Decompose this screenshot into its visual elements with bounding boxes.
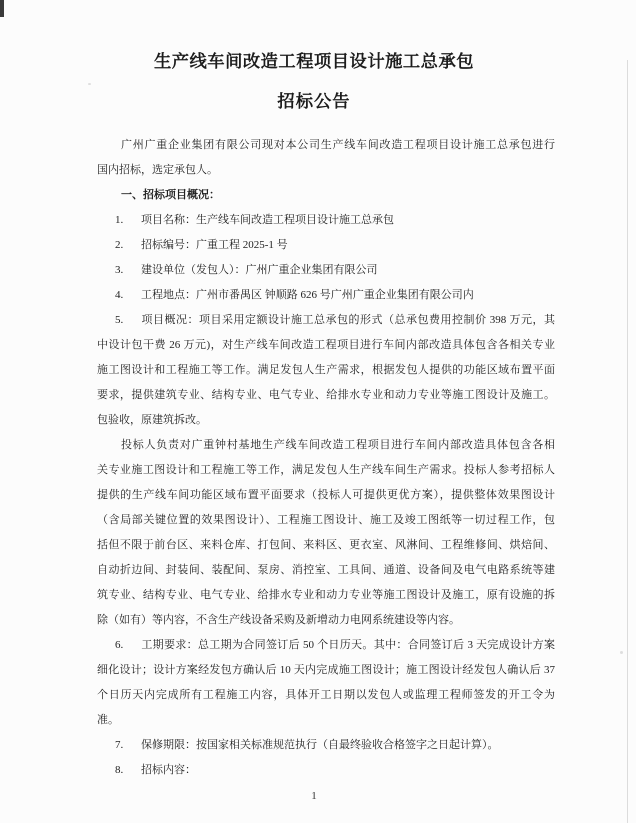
text-line: 投标人负责对广重钟村基地生产线车间改造工程项目进行车间内部改造具体包含各相 [121,439,555,451]
numbered-text-line: 4. 工程地点：广州市番禺区 钟顺路 626 号广州广重企业集团有限公司内 [97,283,555,308]
numbered-text-line: 6. 工期要求：总工期为合同签订后 50 个日历天。其中：合同签订后 3 天完成设计方案 [97,633,555,658]
text-line: 一、招标项目概况： [121,189,220,201]
text-line: 包验收，原建筑拆改。 [97,414,207,426]
text-line: 广州广重企业集团有限公司现对本公司生产线车间改造工程项目设计施工总承包进行 [121,139,555,151]
text-line: 提供的生产线车间功能区域布置平面要求（投标人可提供更优方案），提供整体效果图设计 [97,489,555,501]
document-title: 生产线车间改造工程项目设计施工总承包 [153,52,475,71]
text-line: （含局部关键位置的效果图设计）、工程施工图设计、施工及竣工图纸等一切过程工作，包 [97,514,555,526]
numbered-text-line: 8. 招标内容： [97,758,555,783]
text-line: 国内招标，选定承包人。 [97,164,218,176]
text-line: 中设计包干费 26 万元)，对生产线车间改造工程项目进行车间内部改造具体包含各相关专业 [97,339,555,351]
list-number: 2. [115,239,124,251]
text-line: 筑专业、结构专业、电气专业、给排水专业和动力专业等施工图设计及施工，原有设施的拆 [97,589,555,601]
text-line: 自动折边间、封装间、装配间、泵房、消控室、工具间、通道、设备间及电气电路系统等建 [97,564,555,576]
text-line: 要求，提供建筑专业、结构专业、电气专业、给排水专业和动力专业等施工图设计及施工。 [97,389,555,401]
list-number: 1. [115,214,124,226]
document-subtitle: 招标公告 [277,92,351,111]
text-line: 个日历天内完成所有工程施工内容，具体开工日期以发包人或监理工程师签发的开工令为 [97,689,555,701]
numbered-text-line: 3. 建设单位（发包人）：广州广重企业集团有限公司 [97,258,555,283]
page-number: 1 [311,790,317,802]
scan-speck [620,651,623,654]
numbered-text-line: 1. 项目名称：生产线车间改造工程项目设计施工总承包 [97,208,555,233]
text-line: 括但不限于前台区、来料仓库、打包间、来料区、更衣室、风淋间、工程维修间、烘焙间、 [97,539,555,551]
text-line: 准。 [97,714,119,726]
list-number: 7. [115,739,124,751]
list-number: 5. [115,314,124,326]
list-number: 3. [115,264,124,276]
numbered-text-line: 7. 保修期限：按国家相关标准规范执行（自最终验收合格签字之日起计算）。 [97,733,555,758]
document-body [97,133,555,783]
text-line: 细化设计；设计方案经发包方确认后 10 天内完成施工图设计；施工图设计经发包人确认后 37 [97,664,555,676]
numbered-text-line: 5. 项目概况：项目采用定额设计施工总承包的形式（总承包费用控制价 398 万元，其 [97,308,555,333]
list-number: 6. [115,639,124,651]
list-number: 8. [115,764,124,776]
text-line: 施工图设计和工程施工等工作。满足发包人生产需求，根据发包人提供的功能区域布置平面 [97,364,555,376]
scan-edge-line [627,60,628,823]
scan-speck [88,83,91,85]
scan-corner-artifact [0,0,4,17]
list-number: 4. [115,289,124,301]
text-line: 除（如有）等内容，不含生产线设备采购及新增动力电网系统建设等内容。 [97,614,460,626]
numbered-text-line: 2. 招标编号：广重工程 2025-1 号 [97,233,555,258]
text-line: 关专业施工图设计和工程施工等工作，满足发包人生产线车间生产需求。投标人参考招标人 [97,464,555,476]
